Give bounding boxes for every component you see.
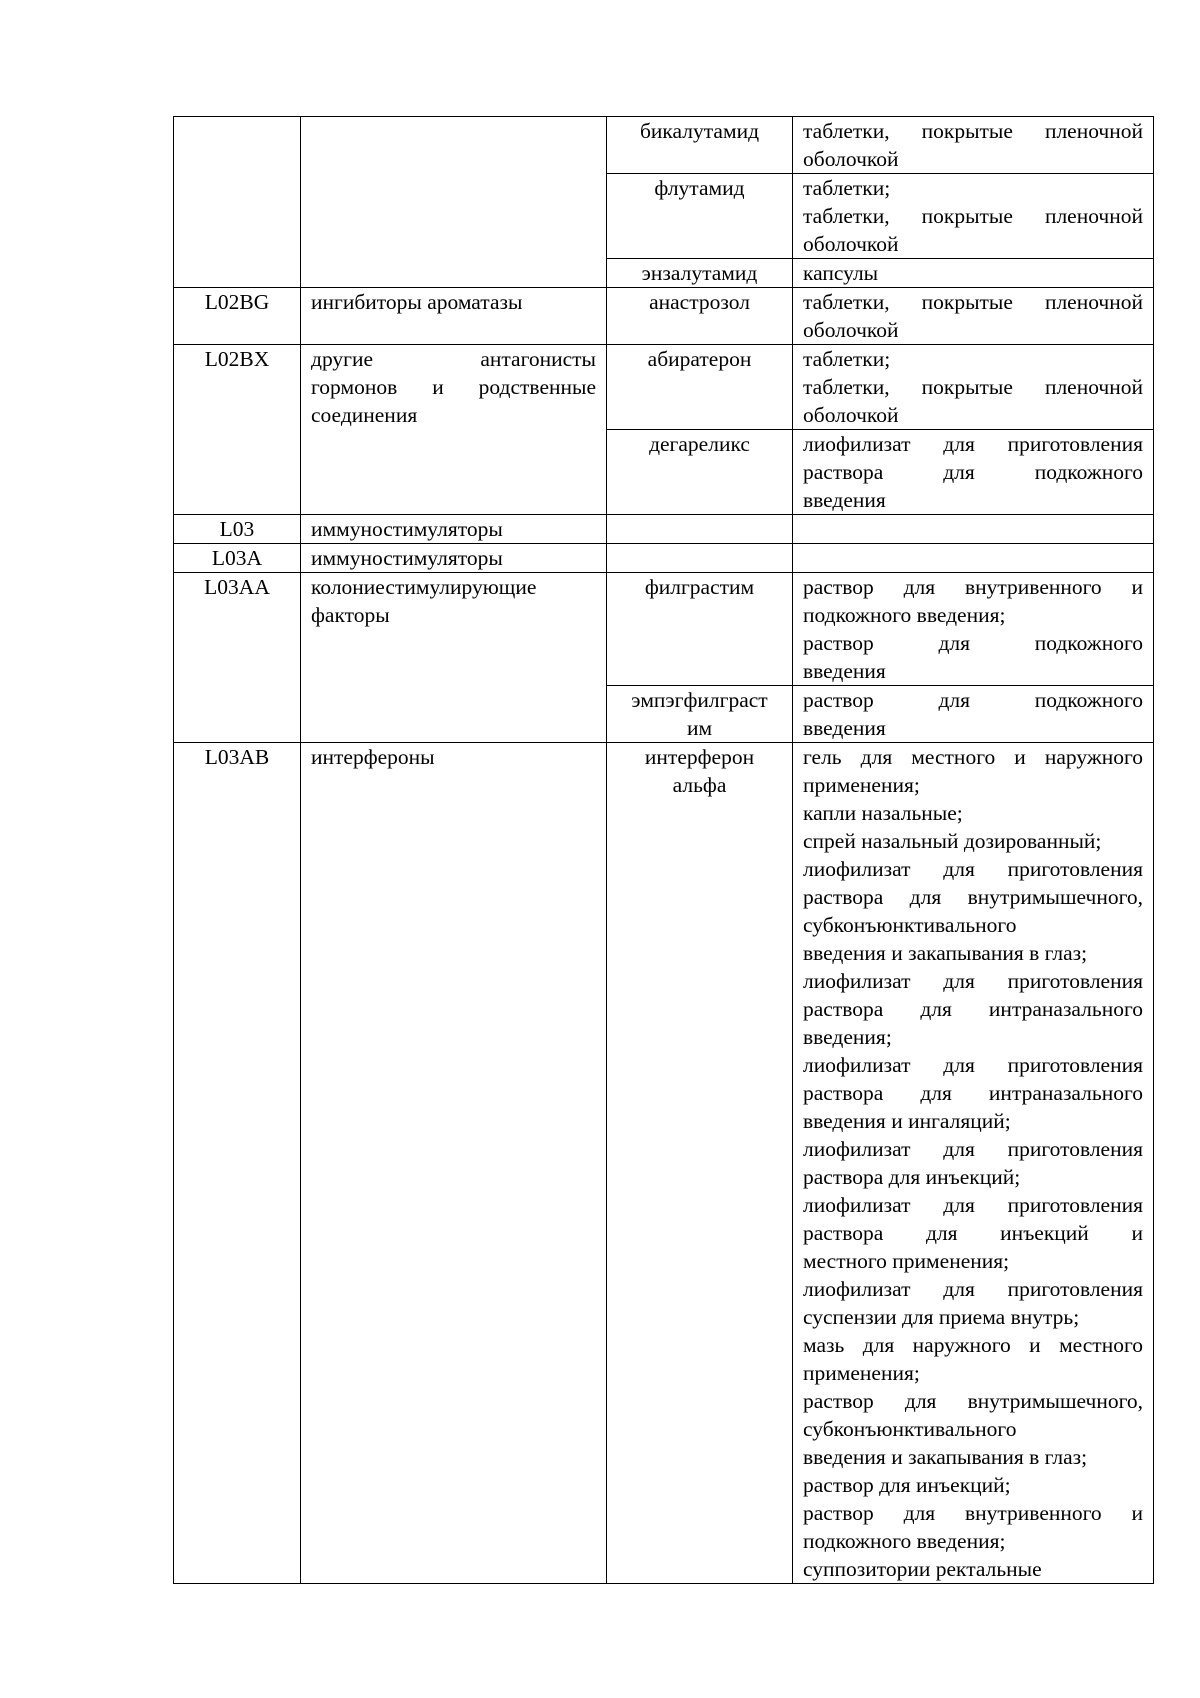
dosage-form-line: местного применения;: [803, 1249, 1010, 1273]
drug-name-cell: эмпэгфилграст им: [607, 686, 793, 743]
dosage-form-line: суспензии для приема внутрь;: [803, 1305, 1080, 1329]
dosage-forms-cell: [793, 430, 1154, 515]
group-text-line: интерфероны: [311, 745, 435, 769]
group-text-line: соединения: [311, 403, 418, 427]
drug-name-cell: энзалутамид: [607, 259, 793, 288]
dosage-forms-cell: [793, 686, 1154, 743]
table-row: [174, 117, 1154, 174]
drug-name-cell: флутамид: [607, 174, 793, 259]
table-row: [174, 515, 1154, 544]
dosage-form-line: раствор для инъекций;: [803, 1473, 1011, 1497]
dosage-form-line: подкожного введения;: [803, 603, 1006, 627]
dosage-form-line: лиофилизат для приготовления: [803, 432, 1143, 456]
dosage-form-line: капсулы: [803, 261, 879, 285]
dosage-forms-cell: [793, 117, 1154, 174]
anatomical-group-cell: [301, 288, 607, 345]
table-row: [174, 573, 1154, 686]
dosage-form-line: спрей назальный дозированный;: [803, 829, 1102, 853]
dosage-form-line: лиофилизат для приготовления: [803, 857, 1143, 881]
drug-name-cell: филграстим: [607, 573, 793, 686]
dosage-form-line: раствора для интраназального: [803, 997, 1143, 1021]
dosage-form-line: оболочкой: [803, 232, 899, 256]
atc-code-cell: L02BG: [174, 288, 301, 345]
dosage-form-line: субконъюнктивального: [803, 1417, 1017, 1441]
dosage-form-line: лиофилизат для приготовления: [803, 1053, 1143, 1077]
dosage-form-line: применения;: [803, 773, 920, 797]
dosage-form-line: раствора для внутримышечного,: [803, 885, 1143, 909]
dosage-form-line: гель для местного и наружного: [803, 745, 1143, 769]
dosage-form-line: раствор для внутривенного и: [803, 1501, 1143, 1525]
dosage-form-line: лиофилизат для приготовления: [803, 969, 1143, 993]
dosage-forms-cell: [793, 743, 1154, 1584]
dosage-form-line: раствор для внутривенного и: [803, 575, 1143, 599]
dosage-form-line: введения и закапывания в глаз;: [803, 941, 1088, 965]
table-row: [174, 743, 1154, 1584]
dosage-form-line: таблетки;: [803, 347, 891, 371]
dosage-forms-cell: [793, 573, 1154, 686]
dosage-form-line: раствор для внутримышечного,: [803, 1389, 1143, 1413]
dosage-form-line: оболочкой: [803, 147, 899, 171]
dosage-forms-cell: [793, 345, 1154, 430]
dosage-form-line: суппозитории ректальные: [803, 1557, 1042, 1581]
atc-code-cell: [174, 117, 301, 288]
dosage-form-line: введения: [803, 716, 886, 740]
anatomical-group-cell: [301, 345, 607, 515]
drug-name-cell: интерферон альфа: [607, 743, 793, 1584]
drug-name-cell: [607, 515, 793, 544]
atc-code-cell: L03A: [174, 544, 301, 573]
dosage-forms-cell: [793, 515, 1154, 544]
dosage-form-line: таблетки, покрытые пленочной: [803, 375, 1143, 399]
dosage-forms-cell: [793, 288, 1154, 345]
dosage-form-line: введения: [803, 659, 886, 683]
table-row: [174, 288, 1154, 345]
dosage-form-line: таблетки, покрытые пленочной: [803, 290, 1143, 314]
dosage-forms-cell: [793, 259, 1154, 288]
dosage-form-line: раствор для подкожного: [803, 631, 1143, 655]
dosage-form-line: применения;: [803, 1361, 920, 1385]
group-text-line: ингибиторы ароматазы: [311, 290, 523, 314]
drug-table-body: [174, 117, 1154, 1584]
atc-code-cell: L02BX: [174, 345, 301, 515]
dosage-form-line: лиофилизат для приготовления: [803, 1193, 1143, 1217]
drug-name-cell: бикалутамид: [607, 117, 793, 174]
dosage-form-line: раствор для подкожного: [803, 688, 1143, 712]
anatomical-group-cell: [301, 544, 607, 573]
dosage-form-line: введения и ингаляций;: [803, 1109, 1011, 1133]
group-text-line: факторы: [311, 603, 390, 627]
dosage-form-line: раствора для инъекций;: [803, 1165, 1021, 1189]
dosage-form-line: раствора для инъекций и: [803, 1221, 1143, 1245]
dosage-form-line: таблетки, покрытые пленочной: [803, 119, 1143, 143]
drug-name-cell: дегареликс: [607, 430, 793, 515]
dosage-form-line: лиофилизат для приготовления: [803, 1137, 1143, 1161]
dosage-form-line: мазь для наружного и местного: [803, 1333, 1143, 1357]
drug-name-cell: анастрозол: [607, 288, 793, 345]
table-row: [174, 345, 1154, 430]
group-text-line: колониестимулирующие: [311, 575, 537, 599]
table-row: [174, 544, 1154, 573]
drug-name-cell: [607, 544, 793, 573]
drug-name-cell: абиратерон: [607, 345, 793, 430]
dosage-form-line: оболочкой: [803, 318, 899, 342]
dosage-form-line: подкожного введения;: [803, 1529, 1006, 1553]
anatomical-group-cell: [301, 573, 607, 743]
dosage-form-line: введения и закапывания в глаз;: [803, 1445, 1088, 1469]
dosage-form-line: лиофилизат для приготовления: [803, 1277, 1143, 1301]
anatomical-group-cell: [301, 515, 607, 544]
dosage-form-line: капли назальные;: [803, 801, 963, 825]
dosage-forms-cell: [793, 174, 1154, 259]
group-text-line: иммуностимуляторы: [311, 546, 503, 570]
drug-table: [173, 116, 1154, 1584]
atc-code-cell: L03AB: [174, 743, 301, 1584]
anatomical-group-cell: [301, 743, 607, 1584]
atc-code-cell: L03: [174, 515, 301, 544]
dosage-form-line: введения;: [803, 1025, 892, 1049]
anatomical-group-cell: [301, 117, 607, 288]
dosage-form-line: субконъюнктивального: [803, 913, 1017, 937]
atc-code-cell: L03AA: [174, 573, 301, 743]
dosage-form-line: раствора для интраназального: [803, 1081, 1143, 1105]
group-text-line: гормонов и родственные: [311, 375, 596, 399]
dosage-form-line: введения: [803, 488, 886, 512]
dosage-form-line: таблетки;: [803, 176, 891, 200]
dosage-form-line: оболочкой: [803, 403, 899, 427]
dosage-form-line: таблетки, покрытые пленочной: [803, 204, 1143, 228]
group-text-line: другие антагонисты: [311, 347, 596, 371]
group-text-line: иммуностимуляторы: [311, 517, 503, 541]
dosage-form-line: раствора для подкожного: [803, 460, 1143, 484]
dosage-forms-cell: [793, 544, 1154, 573]
